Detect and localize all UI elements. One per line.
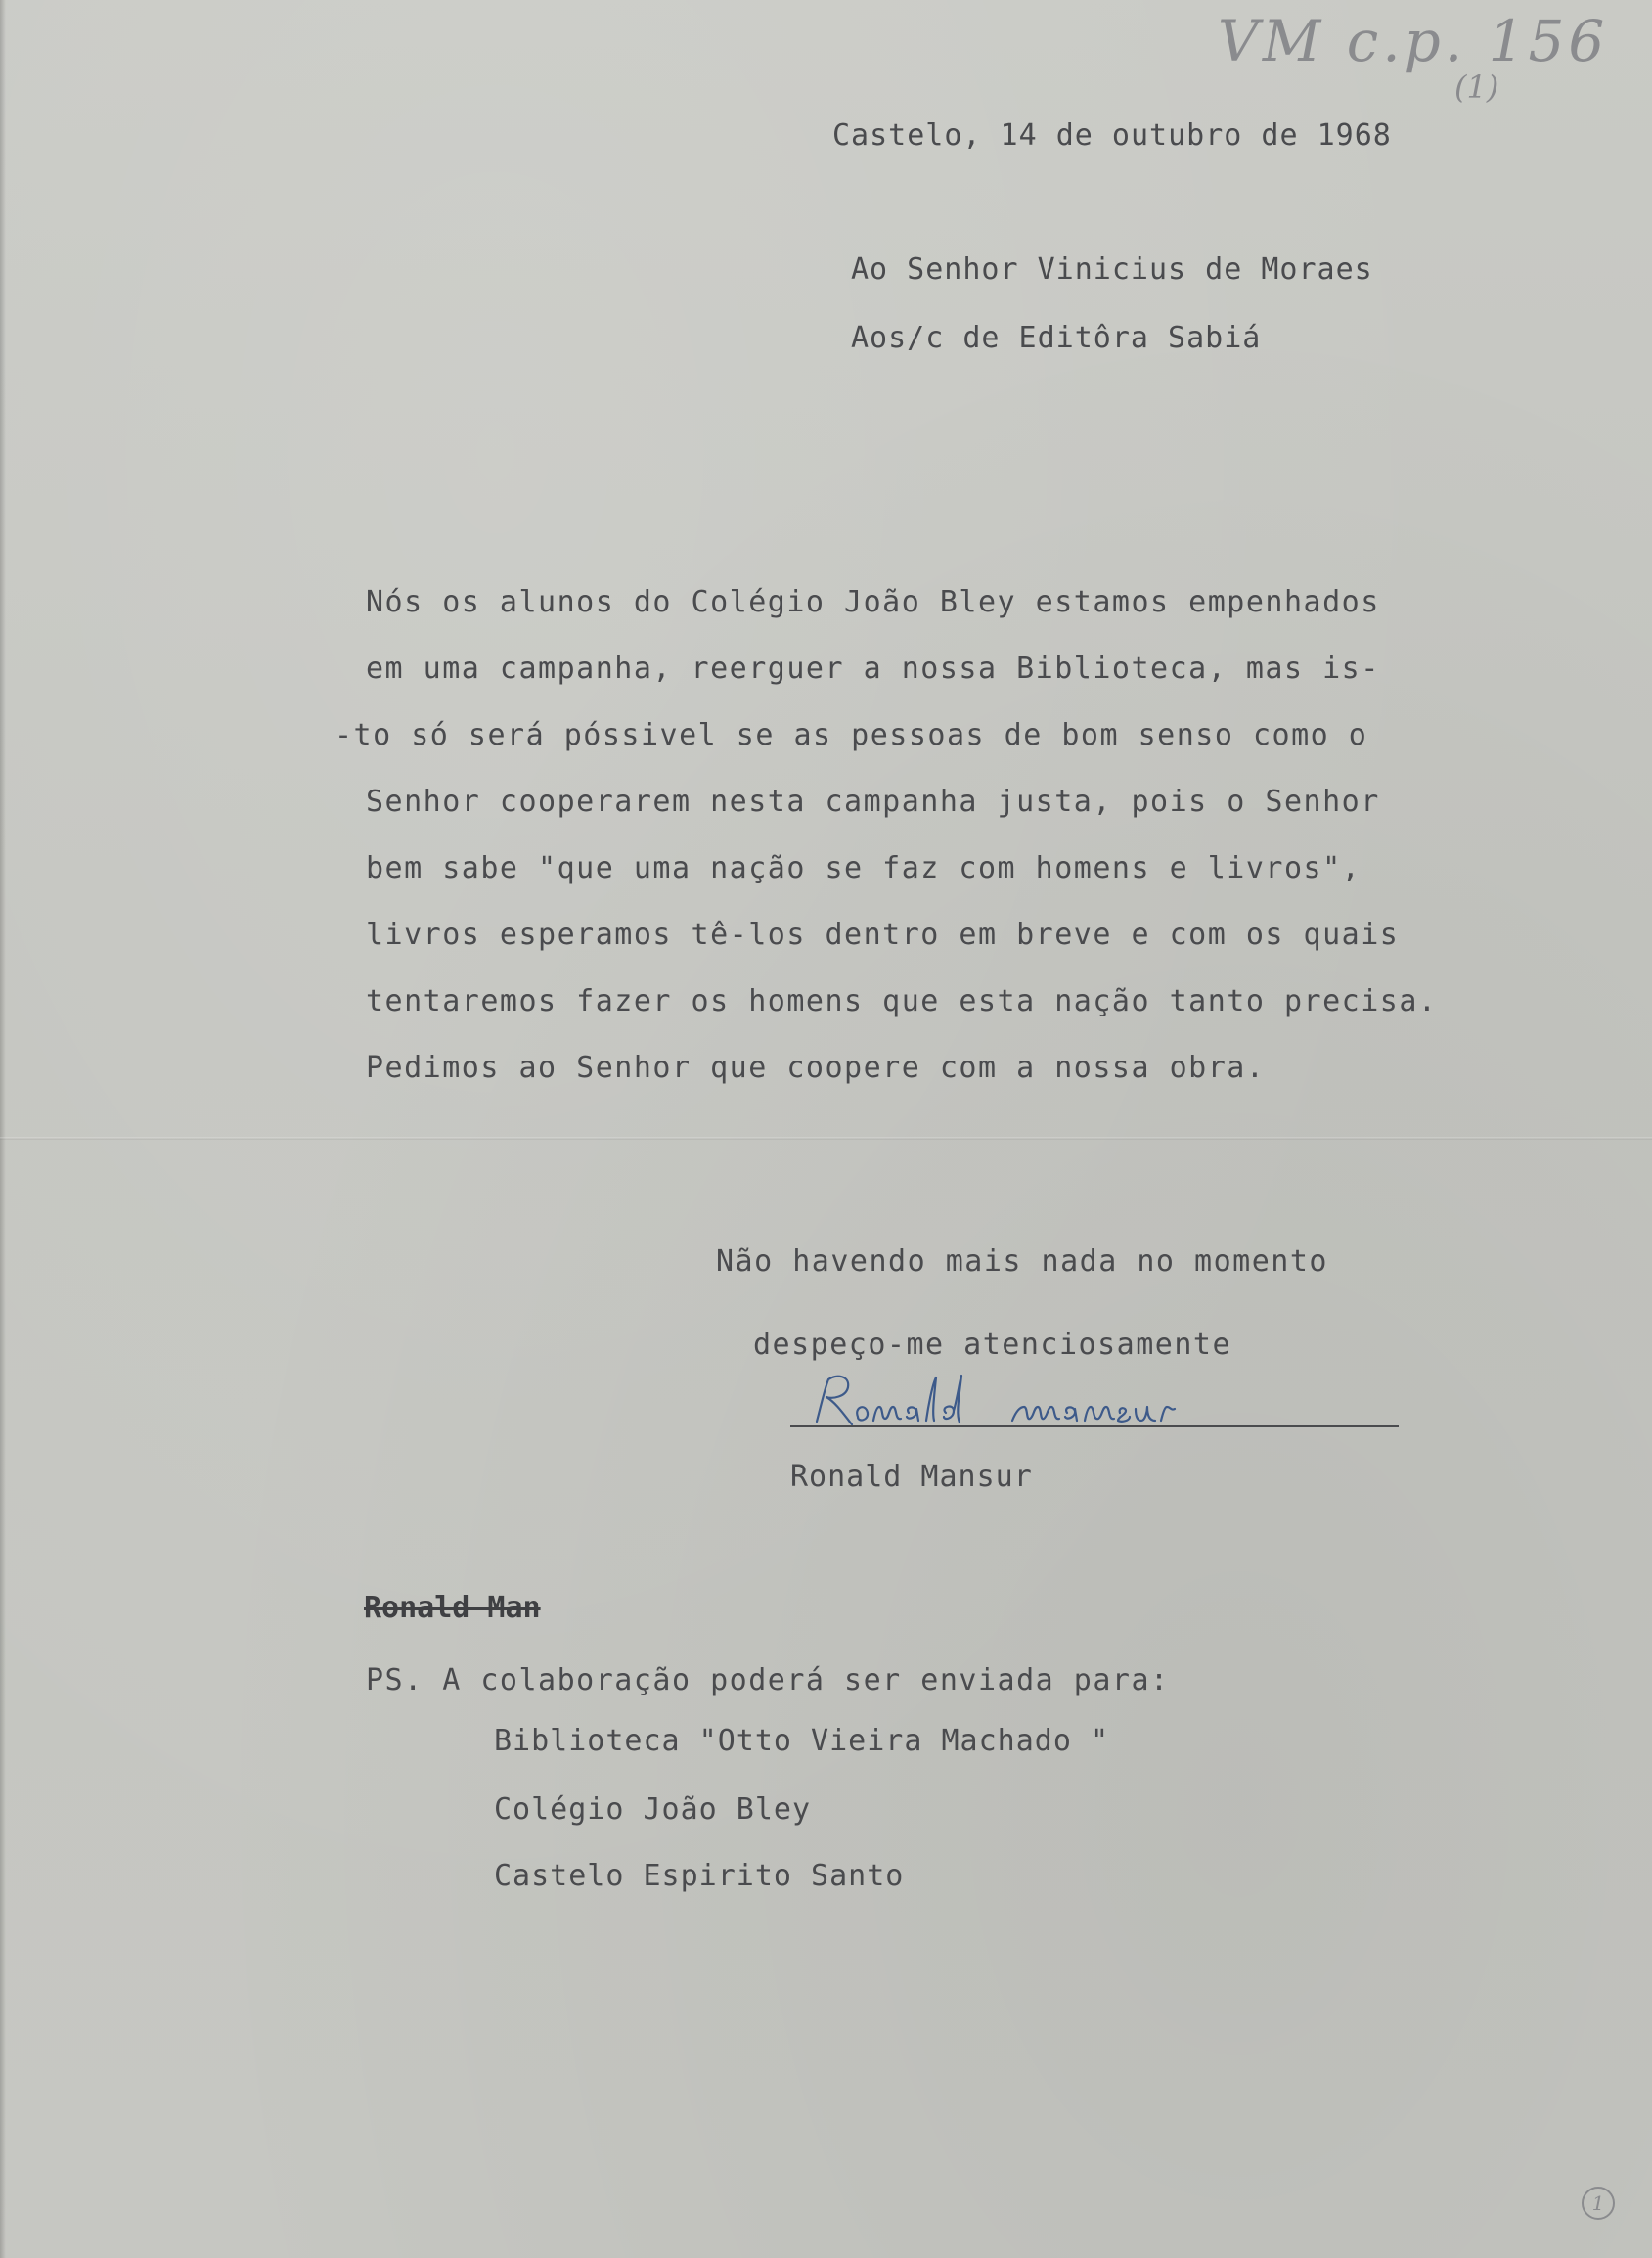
address-line: Colégio João Bley [494, 1792, 812, 1827]
struck-text: Ronald Man [364, 1591, 541, 1625]
body-line: Pedimos ao Senhor que coopere com a nossa obra. [366, 1051, 1266, 1085]
recipient-line-2: Aos/c de Editôra Sabiá [851, 321, 1262, 355]
address-line: Castelo Espirito Santo [494, 1859, 905, 1893]
recipient-line-1: Ao Senhor Vinicius de Moraes [851, 252, 1373, 287]
archive-mark-sub: (1) [1454, 68, 1499, 106]
paper-fold [0, 1137, 1652, 1140]
body-line: -to só será póssivel se as pessoas de bom senso como o [335, 718, 1368, 752]
closing-line-1: Não havendo mais nada no momento [716, 1244, 1328, 1279]
body-line: Senhor cooperarem nesta campanha justa, pois o Senhor [366, 785, 1380, 819]
archive-mark: VM c.p. 156 [1218, 8, 1609, 74]
body-line: em uma campanha, reerguer a nossa Biblioteca, mas is- [366, 652, 1380, 686]
body-line: Nós os alunos do Colégio João Bley estamos empenhados [366, 585, 1380, 619]
body-line: bem sabe "que uma nação se faz com homens e livros", [366, 851, 1362, 885]
signature-line [790, 1425, 1399, 1427]
ps-line: PS. A colaboração poderá ser enviada para: [366, 1663, 1170, 1697]
page-number-circle [1580, 2185, 1617, 2222]
body-line: tentaremos fazer os homens que esta nação tanto precisa. [366, 984, 1438, 1018]
page-number: 1 [1591, 2191, 1605, 2215]
closing-line-2: despeço-me atenciosamente [753, 1328, 1232, 1362]
date-line: Castelo, 14 de outubro de 1968 [832, 118, 1392, 153]
body-line: livros esperamos tê-los dentro em breve e com os quais [366, 918, 1400, 952]
address-line: Biblioteca "Otto Vieira Machado " [494, 1724, 1110, 1758]
signer-name: Ronald Mansur [790, 1460, 1033, 1494]
page-edge-shadow [0, 0, 6, 2258]
